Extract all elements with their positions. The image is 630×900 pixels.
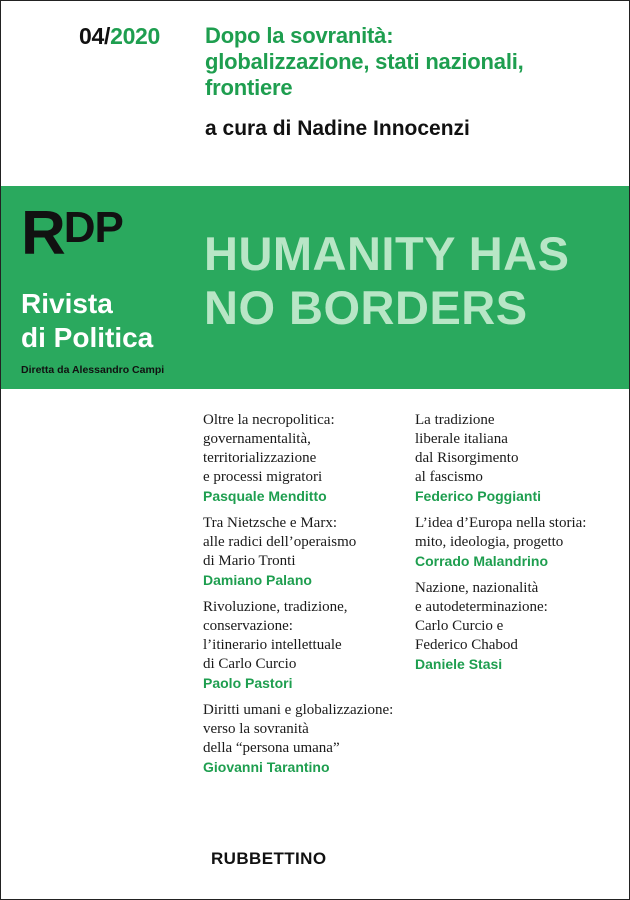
logo-superscript: DP bbox=[63, 203, 123, 252]
article-author: Damiano Palano bbox=[203, 572, 312, 588]
publisher-logo: RUBBETTINO bbox=[211, 849, 327, 868]
article-author: Corrado Malandrino bbox=[415, 553, 549, 569]
director-credit: Diretta da Alessandro Campi bbox=[21, 364, 165, 376]
article-entry bbox=[415, 514, 625, 571]
rdp-logo bbox=[21, 193, 123, 269]
contents-right-column bbox=[415, 411, 625, 682]
issue-title-line: frontiere bbox=[205, 75, 293, 100]
article-entry bbox=[203, 411, 413, 506]
issue-title-line: Dopo la sovranità: bbox=[205, 23, 394, 48]
article-title: Nazione, nazionalità e autodeterminazione: Carlo Curcio e Federico Chabod bbox=[415, 580, 548, 653]
editor-credit: a cura di Nadine Innocenzi bbox=[205, 117, 470, 140]
slogan-line: NO BORDERS bbox=[204, 281, 528, 334]
issue-number bbox=[79, 23, 160, 50]
logo-letter: R bbox=[21, 199, 64, 268]
slogan-line: HUMANITY HAS bbox=[204, 227, 570, 280]
article-title: L’idea d’Europa nella storia: mito, ideologia, progetto bbox=[415, 515, 587, 550]
article-title: La tradizione liberale italiana dal Risorgimento al fascismo bbox=[415, 412, 519, 485]
article-author: Federico Poggianti bbox=[415, 488, 542, 504]
journal-name bbox=[21, 287, 153, 355]
journal-name-line: di Politica bbox=[21, 322, 154, 353]
article-title: Diritti umani e globalizzazione: verso la sovranità della “persona umana” bbox=[203, 702, 394, 756]
issue-title bbox=[205, 23, 625, 101]
issue-number-text: 04/ bbox=[79, 23, 111, 49]
article-entry bbox=[203, 701, 413, 777]
article-entry bbox=[415, 411, 625, 506]
article-title: Tra Nietzsche e Marx: alle radici dell’operaismo di Mario Tronti bbox=[203, 515, 357, 569]
article-entry bbox=[203, 598, 413, 693]
issue-title-line: globalizzazione, stati nazionali, bbox=[205, 49, 524, 74]
article-entry bbox=[203, 514, 413, 590]
article-author: Giovanni Tarantino bbox=[203, 759, 330, 775]
article-title: Oltre la necropolitica: governamentalità, territorializzazione e processi migratori bbox=[203, 412, 335, 485]
article-title: Rivoluzione, tradizione, conservazione: l’itinerario intellettuale di Carlo Curcio bbox=[203, 599, 348, 672]
issue-year: 2020 bbox=[110, 23, 161, 49]
article-author: Paolo Pastori bbox=[203, 675, 293, 691]
journal-name-line: Rivista bbox=[21, 288, 113, 319]
slogan bbox=[204, 227, 569, 335]
article-author: Daniele Stasi bbox=[415, 656, 503, 672]
contents-left-column bbox=[203, 411, 413, 785]
article-entry bbox=[415, 579, 625, 674]
article-author: Pasquale Menditto bbox=[203, 488, 327, 504]
